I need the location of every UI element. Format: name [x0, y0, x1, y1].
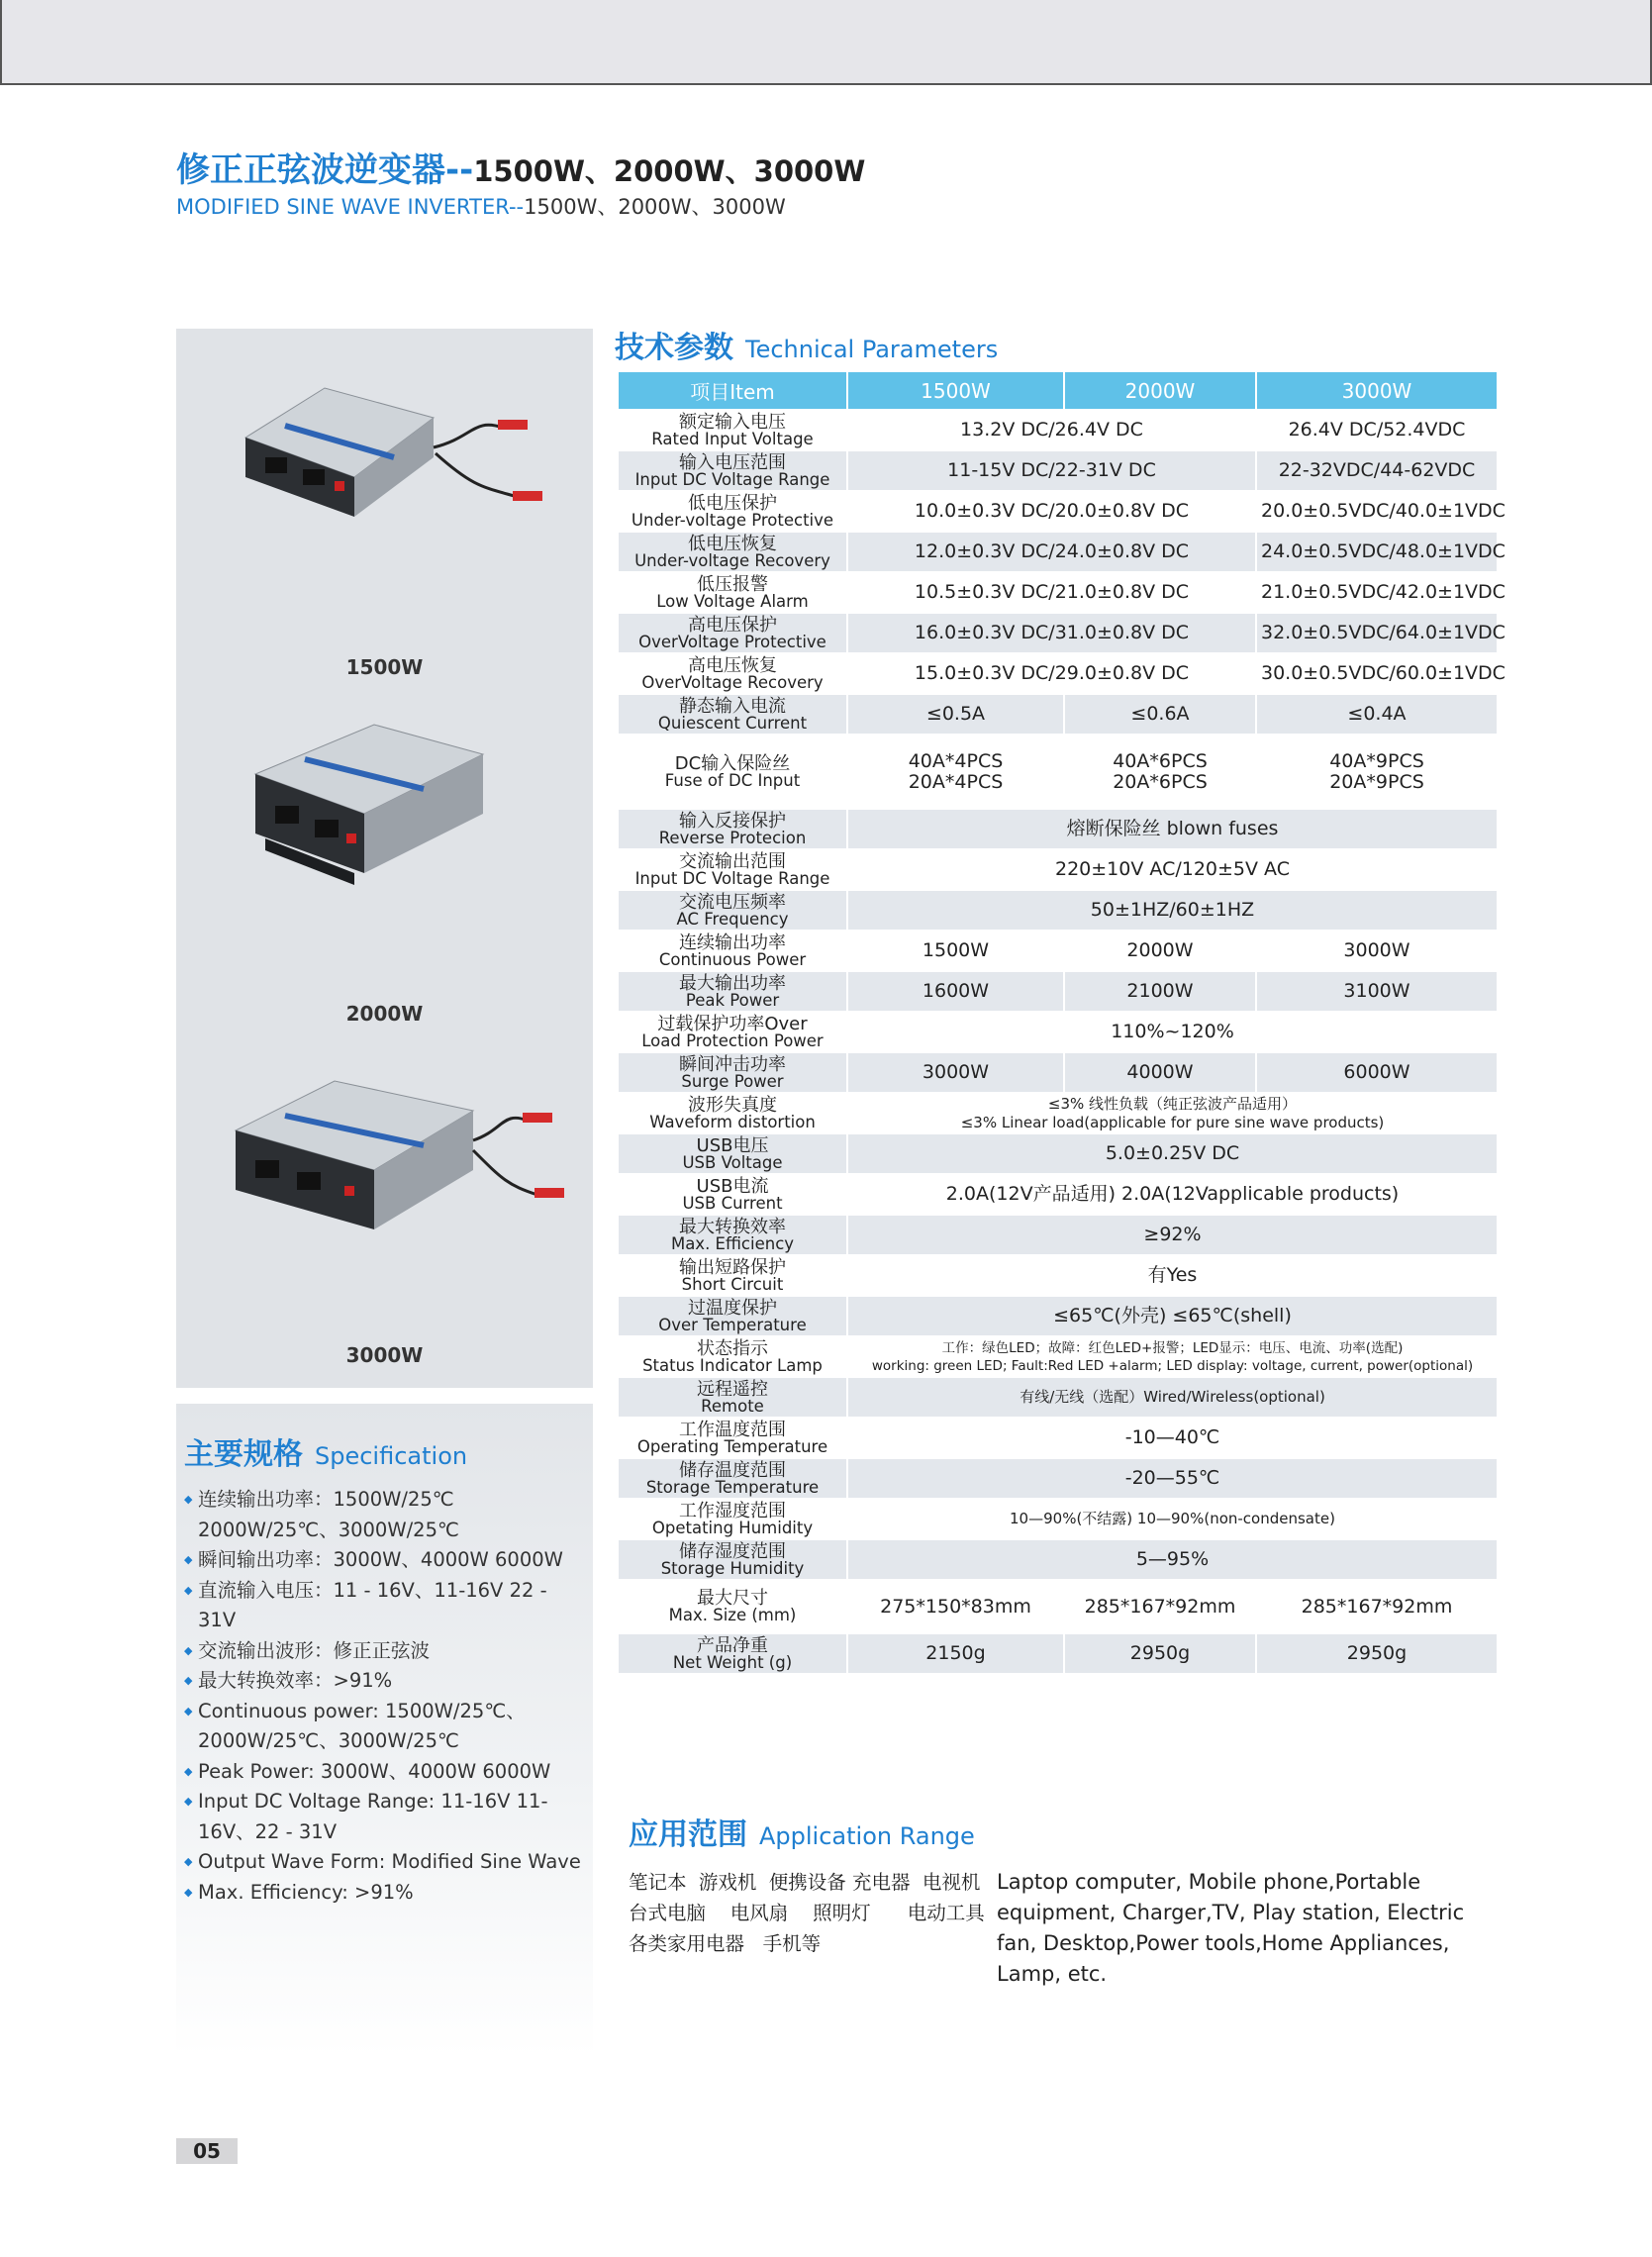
cell-value: ≤0.5A [847, 694, 1064, 735]
cell-value: 熔断保险丝 blown fuses [847, 809, 1498, 849]
cell-value: ≤0.6A [1064, 694, 1256, 735]
table-row [618, 1580, 1498, 1633]
technical-heading: 技术参数 Technical Parameters [615, 331, 999, 365]
product-3000w [176, 1061, 593, 1367]
cell-value: 2.0A(12V产品适用) 2.0A(12Vapplicable products) [847, 1174, 1498, 1215]
spec-item: ◆ Max. Efficiency: >91% [184, 1878, 583, 1909]
table-row [618, 1499, 1498, 1539]
row-label: 远程遥控 Remote [618, 1377, 847, 1418]
cell-value: 5.0±0.25V DC [847, 1133, 1498, 1174]
table-row [618, 1539, 1498, 1580]
cell-value: 16.0±0.3V DC/31.0±0.8V DC [847, 613, 1256, 653]
product-label: 1500W [345, 655, 424, 679]
row-label: 产品净重 Net Weight (g) [618, 1633, 847, 1674]
row-label: 最大输出功率 Peak Power [618, 971, 847, 1012]
table-row [618, 849, 1498, 890]
cell-value: 26.4V DC/52.4VDC [1256, 410, 1498, 450]
cell-value: 30.0±0.5VDC/60.0±1VDC [1256, 653, 1498, 694]
table-row [618, 653, 1498, 694]
cell-value: 2150g [847, 1633, 1064, 1674]
header-item: 项目Item [618, 371, 847, 410]
table-row [618, 971, 1498, 1012]
table-row [618, 1336, 1498, 1377]
table-row [618, 613, 1498, 653]
cell-value: 21.0±0.5VDC/42.0±1VDC [1256, 572, 1498, 613]
row-label: 高电压保护 OverVoltage Protective [618, 613, 847, 653]
row-label: DC输入保险丝 Fuse of DC Input [618, 735, 847, 809]
cell-value: 220±10V AC/120±5V AC [847, 849, 1498, 890]
product-1500w [176, 378, 593, 679]
cell-value: 285*167*92mm [1256, 1580, 1498, 1633]
row-label: 最大尺寸 Max. Size (mm) [618, 1580, 847, 1633]
table-row [618, 809, 1498, 849]
row-label: 储存湿度范围 Storage Humidity [618, 1539, 847, 1580]
table-row [618, 735, 1498, 809]
page-title: 修正正弦波逆变器--1500W、2000W、3000W [176, 150, 866, 190]
spec-item: ◆ Input DC Voltage Range: 11-16V 11-16V、22 - 31V [184, 1787, 583, 1847]
row-label: 过载保护功率Over Load Protection Power [618, 1012, 847, 1052]
application-text-en: Laptop computer, Mobile phone,Portable equipment, Charger,TV, Play station, Electric fan, Desktop,Power tools,Home Appliances, Lamp, etc. [997, 1870, 1465, 1986]
table-row [618, 572, 1498, 613]
spec-item: ◆ Output Wave Form: Modified Sine Wave [184, 1847, 583, 1878]
cell-value: 40A*9PCS 20A*9PCS [1256, 735, 1498, 809]
cell-value: 工作：绿色LED；故障：红色LED+报警；LED显示：电压、电流、功率(选配) working: green LED; Fault:Red LED +alarm; LED display: voltage, current, power(optional) [847, 1336, 1498, 1377]
cell-value: 15.0±0.3V DC/29.0±0.8V DC [847, 653, 1256, 694]
table-row [618, 1633, 1498, 1674]
cell-value: 2950g [1256, 1633, 1498, 1674]
table-row [618, 1012, 1498, 1052]
cell-value: 10—90%(不结露) 10—90%(non-condensate) [847, 1499, 1498, 1539]
inverter-image [176, 378, 593, 537]
table-header-row [618, 371, 1498, 410]
table-row [618, 890, 1498, 931]
cell-value: 10.5±0.3V DC/21.0±0.8V DC [847, 572, 1256, 613]
row-label: 状态指示 Status Indicator Lamp [618, 1336, 847, 1377]
specification-heading: 主要规格 Specification [184, 1437, 468, 1472]
table-row [618, 1296, 1498, 1336]
row-label: 低压报警 Low Voltage Alarm [618, 572, 847, 613]
table-row [618, 450, 1498, 491]
cell-value: ≤0.4A [1256, 694, 1498, 735]
specification-panel [176, 1404, 593, 2057]
row-label: 工作温度范围 Operating Temperature [618, 1418, 847, 1458]
table-row [618, 1093, 1498, 1133]
table-row [618, 931, 1498, 971]
cell-value: 24.0±0.5VDC/48.0±1VDC [1256, 532, 1498, 572]
cell-value: 4000W [1064, 1052, 1256, 1093]
table-row [618, 1174, 1498, 1215]
row-label: 连续输出功率 Continuous Power [618, 931, 847, 971]
cell-value: 12.0±0.3V DC/24.0±0.8V DC [847, 532, 1256, 572]
cell-value: 1600W [847, 971, 1064, 1012]
page-subtitle: MODIFIED SINE WAVE INVERTER--1500W、2000W、3000W [176, 195, 786, 219]
cell-value: 22-32VDC/44-62VDC [1256, 450, 1498, 491]
row-label: 最大转换效率 Max. Efficiency [618, 1215, 847, 1255]
table-row [618, 1215, 1498, 1255]
cell-value: 13.2V DC/26.4V DC [847, 410, 1256, 450]
table-row [618, 694, 1498, 735]
row-label: 额定输入电压 Rated Input Voltage [618, 410, 847, 450]
cell-value: 20.0±0.5VDC/40.0±1VDC [1256, 491, 1498, 532]
spec-item: ◆ 直流输入电压：11 - 16V、11-16V 22 - 31V [184, 1576, 583, 1636]
header-3000w: 3000W [1256, 371, 1498, 410]
table-row [618, 1255, 1498, 1296]
table-row [618, 1418, 1498, 1458]
cell-value: -20—55℃ [847, 1458, 1498, 1499]
table-row [618, 1377, 1498, 1418]
row-label: 输入反接保护 Reverse Protecion [618, 809, 847, 849]
row-label: 输入电压范围 Input DC Voltage Range [618, 450, 847, 491]
row-label: USB电流 USB Current [618, 1174, 847, 1215]
row-label: 静态输入电流 Quiescent Current [618, 694, 847, 735]
spec-item: ◆ 交流输出波形：修正正弦波 [184, 1636, 583, 1667]
cell-value: 32.0±0.5VDC/64.0±1VDC [1256, 613, 1498, 653]
spec-item: ◆ 最大转换效率：>91% [184, 1666, 583, 1697]
row-label: 输出短路保护 Short Circuit [618, 1255, 847, 1296]
cell-value: 2100W [1064, 971, 1256, 1012]
cell-value: 40A*4PCS 20A*4PCS [847, 735, 1064, 809]
cell-value: -10—40℃ [847, 1418, 1498, 1458]
cell-value: 5—95% [847, 1539, 1498, 1580]
page-number: 05 [176, 2138, 238, 2164]
row-label: 低电压保护 Under-voltage Protective [618, 491, 847, 532]
cell-value: 110%~120% [847, 1012, 1498, 1052]
cell-value: 11-15V DC/22-31V DC [847, 450, 1256, 491]
table-row [618, 532, 1498, 572]
application-text-zh: 笔记本 游戏机 便携设备 充电器 电视机 台式电脑 电风扇 照明灯 电动工具 各类家用电器 手机等 [629, 1871, 985, 1955]
table-row [618, 491, 1498, 532]
row-label: USB电压 USB Voltage [618, 1133, 847, 1174]
row-label: 高电压恢复 OverVoltage Recovery [618, 653, 847, 694]
spec-item: ◆ 瞬间输出功率：3000W、4000W 6000W [184, 1545, 583, 1576]
cell-value: 1500W [847, 931, 1064, 971]
spec-item: ◆ Peak Power: 3000W、4000W 6000W [184, 1757, 583, 1788]
cell-value: ≤3% 线性负载（纯正弦波产品适用） ≤3% Linear load(applicable for pure sine wave products) [847, 1093, 1498, 1133]
cell-value: 275*150*83mm [847, 1580, 1064, 1633]
cell-value: 6000W [1256, 1052, 1498, 1093]
table-row [618, 410, 1498, 450]
header-1500w: 1500W [847, 371, 1064, 410]
header-2000w: 2000W [1064, 371, 1256, 410]
technical-table [617, 370, 1506, 1675]
row-label: 过温度保护 Over Temperature [618, 1296, 847, 1336]
inverter-image [176, 1061, 593, 1239]
row-label: 交流电压频率 AC Frequency [618, 890, 847, 931]
cell-value: 3100W [1256, 971, 1498, 1012]
cell-value: 有Yes [847, 1255, 1498, 1296]
cell-value: ≤65℃(外壳) ≤65℃(shell) [847, 1296, 1498, 1336]
cell-value: 有线/无线（选配）Wired/Wireless(optional) [847, 1377, 1498, 1418]
row-label: 工作湿度范围 Opetating Humidity [618, 1499, 847, 1539]
cell-value: 2950g [1064, 1633, 1256, 1674]
cell-value: 40A*6PCS 20A*6PCS [1064, 735, 1256, 809]
product-photo-panel [176, 329, 593, 1388]
cell-value: 285*167*92mm [1064, 1580, 1256, 1633]
row-label: 储存温度范围 Storage Temperature [618, 1458, 847, 1499]
application-heading: 应用范围 Application Range [629, 1817, 975, 1852]
cell-value: 3000W [847, 1052, 1064, 1093]
spec-item: ◆ 连续输出功率：1500W/25℃ 2000W/25℃、3000W/25℃ [184, 1485, 583, 1545]
table-row [618, 1133, 1498, 1174]
row-label: 瞬间冲击功率 Surge Power [618, 1052, 847, 1093]
spec-item: ◆ Continuous power: 1500W/25℃、2000W/25℃、3000W/25℃ [184, 1697, 583, 1757]
row-label: 交流输出范围 Input DC Voltage Range [618, 849, 847, 890]
cell-value: 50±1HZ/60±1HZ [847, 890, 1498, 931]
table-row [618, 1052, 1498, 1093]
product-label: 2000W [345, 1002, 424, 1026]
row-label: 低电压恢复 Under-voltage Recovery [618, 532, 847, 572]
cell-value: ≥92% [847, 1215, 1498, 1255]
specification-list [184, 1485, 583, 1908]
table-row [618, 1458, 1498, 1499]
product-2000w [176, 715, 593, 1026]
cell-value: 10.0±0.3V DC/20.0±0.8V DC [847, 491, 1256, 532]
cell-value: 3000W [1256, 931, 1498, 971]
inverter-image [176, 715, 593, 893]
cell-value: 2000W [1064, 931, 1256, 971]
top-band [0, 0, 1652, 85]
product-label: 3000W [345, 1343, 424, 1367]
row-label: 波形失真度 Waveform distortion [618, 1093, 847, 1133]
